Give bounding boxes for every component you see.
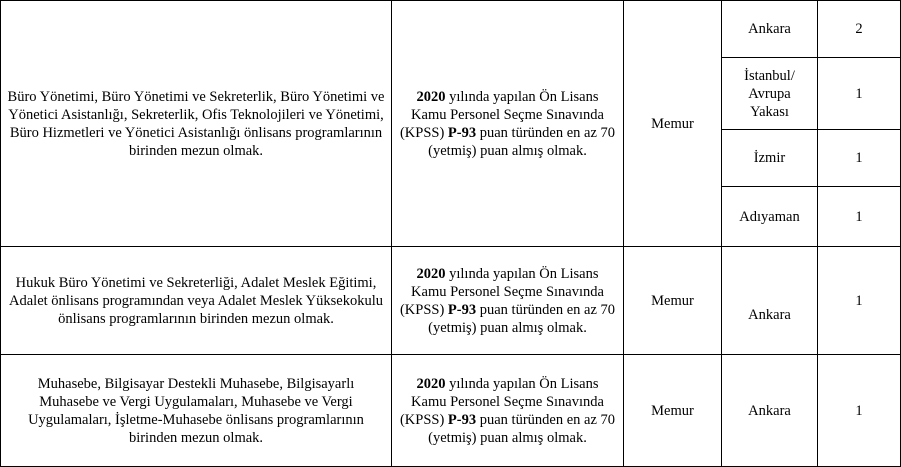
location-cell: Ankara: [722, 1, 818, 58]
table-row: [1, 247, 901, 355]
table-row: [1, 1, 901, 58]
exam-text-2: puan türünden en az 70 (yetmiş) puan almış olmak.: [428, 411, 616, 446]
count-cell: 1: [818, 355, 901, 467]
exam-score-type: P-93: [447, 411, 477, 428]
exam-year: 2020: [416, 265, 446, 282]
count-cell: 1: [818, 187, 901, 247]
exam-requirement-cell: [392, 355, 624, 467]
location-cell: Adıyaman: [722, 187, 818, 247]
exam-text-1: yılında yapılan Ön Lisans Kamu Personel Seçme Sınavında (KPSS): [399, 265, 604, 318]
count-cell: 1: [818, 247, 901, 355]
position-cell: Memur: [624, 247, 722, 355]
count-cell: 2: [818, 1, 901, 58]
qualification-cell: Hukuk Büro Yönetimi ve Sekreterliği, Adalet Meslek Eğitimi, Adalet önlisans programından veya Adalet Meslek Yüksekokulu önlisans programlarının birinden mezun olmak.: [1, 247, 392, 355]
location-cell: Ankara: [722, 355, 818, 467]
exam-text-2: puan türünden en az 70 (yetmiş) puan almış olmak.: [428, 124, 616, 159]
exam-year: 2020: [416, 88, 446, 105]
exam-requirement-cell: [392, 247, 624, 355]
position-cell: Memur: [624, 1, 722, 247]
exam-score-type: P-93: [447, 301, 477, 318]
position-cell: Memur: [624, 355, 722, 467]
location-cell: Ankara: [722, 247, 818, 355]
location-cell: İzmir: [722, 130, 818, 187]
count-cell: 1: [818, 130, 901, 187]
exam-score-type: P-93: [447, 124, 477, 141]
table-row: [1, 355, 901, 467]
qualification-cell: Muhasebe, Bilgisayar Destekli Muhasebe, Bilgisayarlı Muhasebe ve Vergi Uygulamaları, Muhasebe ve Vergi Uygulamaları, İşletme-Muhasebe önlisans programlarının birinden mezun olmak.: [1, 355, 392, 467]
exam-year: 2020: [416, 375, 446, 392]
exam-text-1: yılında yapılan Ön Lisans Kamu Personel Seçme Sınavında (KPSS): [399, 88, 604, 141]
exam-requirement-cell: [392, 1, 624, 247]
location-cell: İstanbul/ Avrupa Yakası: [722, 58, 818, 130]
exam-text-2: puan türünden en az 70 (yetmiş) puan almış olmak.: [428, 301, 616, 336]
exam-text-1: yılında yapılan Ön Lisans Kamu Personel Seçme Sınavında (KPSS): [399, 375, 604, 428]
qualification-cell: Büro Yönetimi, Büro Yönetimi ve Sekreterlik, Büro Yönetimi ve Yönetici Asistanlığı, Sekreterlik, Ofis Teknolojileri ve Yönetimi, Büro Hizmetleri ve Yönetici Asistanlığı önlisans programlarının birinden mezun olmak.: [1, 1, 392, 247]
count-cell: 1: [818, 58, 901, 130]
